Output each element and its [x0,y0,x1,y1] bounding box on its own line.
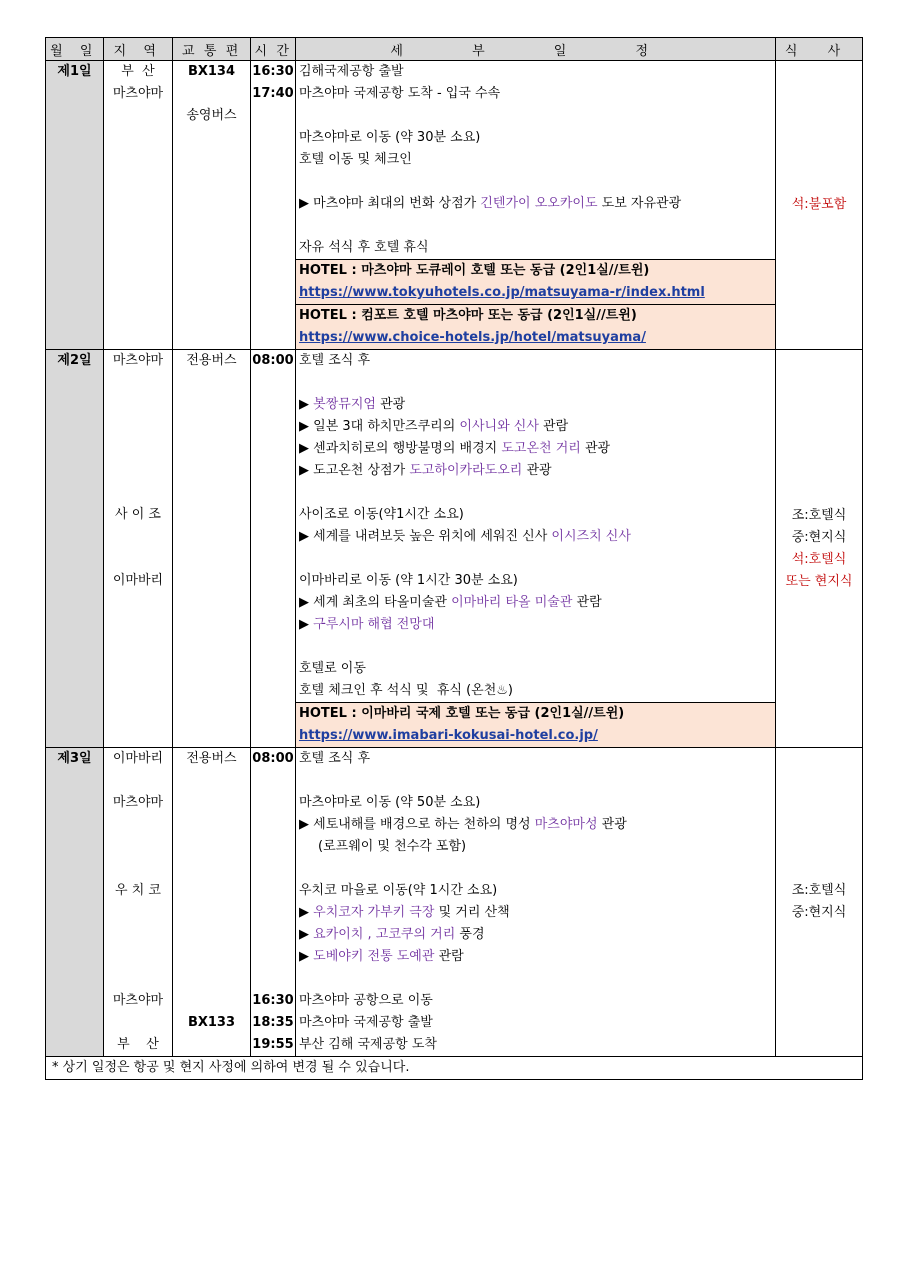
header-transport: 교 통 편 [173,38,251,61]
header-row [46,38,863,61]
day3-line-uchiko: 우치코 마을로 이동(약 1시간 소요) [299,883,498,898]
header-day: 월 일 [46,38,104,61]
day3-transport: 전용버스 BX133 [173,748,251,1057]
day2-line-imabari: 이마바리로 이동 (약 1시간 30분 소요) [299,573,518,588]
day1-regions: 부 산 마츠야마 [104,61,173,350]
day3-schedule [296,748,776,1057]
header-meal: 식 사 [776,38,863,61]
day3-line-matsuyama: 마츠야마로 이동 (약 50분 소요) [299,795,481,810]
day2-line-hotel: 호텔로 이동 [299,661,366,676]
day1-hotel-2-name: HOTEL : 컴포트 호텔 마츠야마 또는 동급 (2인1실//트윈) [299,308,637,323]
day2-tour-7: ▶ 구루시마 해협 전망대 [299,617,435,632]
day3-line-ropeway: (로프웨이 및 천수각 포함) [318,839,467,854]
day1-line-depart: 김해국제공항 출발 [299,64,404,79]
itinerary-note: * 상기 일정은 항공 및 현지 사정에 의하여 변경 될 수 있습니다. [46,1057,863,1080]
day3-tour-4: ▶ 도베야키 전통 도예관 관람 [299,949,464,964]
day1-label: 제1일 [46,61,104,350]
day2-line-saijo: 사이조로 이동(약1시간 소요) [299,507,464,522]
day3-line-depart: 마츠야마 국제공항 출발 [299,1015,433,1030]
header-schedule: 세 부 일 정 [296,38,776,61]
day2-tour-3: ▶ 센과치히로의 행방불명의 배경지 도고온천 거리 관광 [299,441,611,456]
day1-meal: 석:불포함 [776,61,863,350]
day1-line-checkin: 호텔 이동 및 체크인 [299,152,412,167]
day2-row [46,350,863,703]
day3-time: 08:00 16:30 18:35 19:55 [251,748,296,1057]
day3-tour-1: ▶ 세토내해를 배경으로 하는 천하의 명성 마츠야마성 관광 [299,817,627,832]
day2-transport: 전용버스 [173,350,251,748]
day2-hotel-link[interactable]: https://www.imabari-kokusai-hotel.co.jp/ [299,728,598,743]
day3-line-arrive: 부산 김해 국제공항 도착 [299,1037,437,1052]
day2-tour-6: ▶ 세계 최초의 타올미술관 이마바리 타올 미술관 관람 [299,595,602,610]
day2-tour-5: ▶ 세계를 내려보듯 높은 위치에 세워진 신사 이시즈치 신사 [299,529,631,544]
day3-tour-2: ▶ 우치코자 가부키 극장 및 거리 산책 [299,905,510,920]
day1-time: 16:30 17:40 [251,61,296,350]
day3-line-airport: 마츠야마 공항으로 이동 [299,993,433,1008]
day3-regions: 이마바리 마츠야마 우 치 코 마츠야마 부 산 [104,748,173,1057]
day1-line-move: 마츠야마로 이동 (약 30분 소요) [299,130,481,145]
day3-row [46,748,863,1057]
day3-meal: 조:호텔식 중:현지식 [776,748,863,1057]
day2-meal: 조:호텔식 중:현지식 석:호텔식 또는 현지식 [776,350,863,748]
header-region: 지 역 [104,38,173,61]
day2-label: 제2일 [46,350,104,748]
day1-schedule [296,61,776,260]
day2-line-checkin: 호텔 체크인 후 석식 및 휴식 (온천♨) [299,683,513,698]
header-time: 시 간 [251,38,296,61]
day1-hotel-1-link[interactable]: https://www.tokyuhotels.co.jp/matsuyama-r/index.html [299,285,705,300]
day2-schedule [296,350,776,703]
day2-tour-2: ▶ 일본 3대 하치만즈쿠리의 이사니와 신사 관람 [299,419,569,434]
day2-line-breakfast: 호텔 조식 후 [299,353,371,368]
day1-tour: ▶ 마츠야마 최대의 번화 상점가 긴텐가이 오오카이도 도보 자유관광 [299,196,682,211]
day3-label: 제3일 [46,748,104,1057]
day2-regions: 마츠야마 사 이 조 이마바리 [104,350,173,748]
day2-hotel-name: HOTEL : 이마바리 국제 호텔 또는 동급 (2인1실//트윈) [299,706,625,721]
day2-tour-4: ▶ 도고온천 상점가 도고하이카라도오리 관광 [299,463,552,478]
day3-tour-3: ▶ 요카이치 , 고코쿠의 거리 풍경 [299,927,485,942]
day1-transport: BX134 송영버스 [173,61,251,350]
day2-time: 08:00 [251,350,296,748]
day1-hotel-1-name: HOTEL : 마츠야마 도큐레이 호텔 또는 동급 (2인1실//트윈) [299,263,650,278]
day2-tour-1: ▶ 봇짱뮤지엄 관광 [299,397,406,412]
note-row [46,1057,863,1080]
itinerary-table [45,37,863,1080]
day3-line-breakfast: 호텔 조식 후 [299,751,371,766]
day1-row [46,61,863,260]
day1-hotel-2-link[interactable]: https://www.choice-hotels.jp/hotel/matsuyama/ [299,330,646,345]
day1-line-arrive: 마츠야마 국제공항 도착 - 입국 수속 [299,86,501,101]
day1-line-rest: 자유 석식 후 호텔 휴식 [299,240,429,255]
